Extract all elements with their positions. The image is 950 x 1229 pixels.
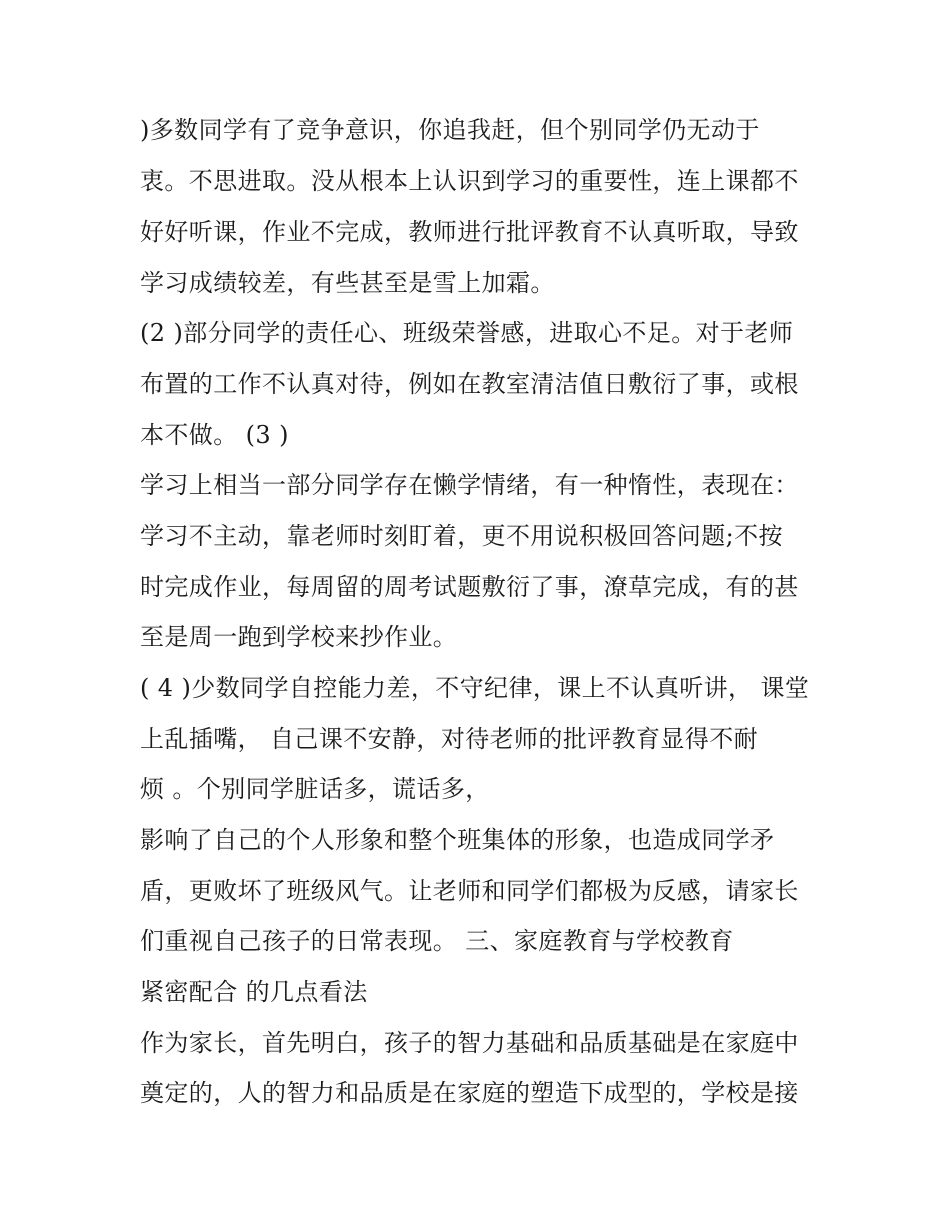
text-line: 衷。不思进取。没从根本上认识到学习的重要性，连上课都不 (140, 167, 799, 195)
text-line: )多数同学有了竞争意识，你追我赶，但个别同学仍无动于 (140, 116, 760, 144)
text-line: 学习成绩较差，有些甚至是雪上加霜。 (140, 269, 555, 297)
text-line: 奠定的，人的智力和品质是在家庭的塑造下成型的，学校是接 (140, 1079, 799, 1107)
text-line: 时完成作业，每周留的周考试题敷衍了事，潦草完成，有的甚 (140, 573, 799, 601)
text-line: 影响了自己的个人形象和整个班集体的形象，也造成同学矛 (140, 826, 775, 854)
text-line: 紧密配合 的几点看法 (140, 978, 368, 1006)
text-line: 盾，更败坏了班级风气。让老师和同学们都极为反感，请家长 (140, 877, 799, 905)
text-line: 布置的工作不认真对待，例如在教室清洁值日敷衍了事，或根 (140, 370, 799, 398)
text-line: 上乱插嘴， 自己课不安静，对待老师的批评教育显得不耐 (140, 725, 759, 753)
text-line: 好好听课，作业不完成，教师进行批评教育不认真听取，导致 (140, 218, 799, 246)
text-line: (2 )部分同学的责任心、班级荣誉感，进取心不足。对于老师 (140, 319, 794, 347)
text-line: 本不做。 (3 ) (140, 421, 289, 449)
text-line: 学习上相当一部分同学存在懒学情绪，有一种惰性，表现在： (140, 471, 799, 499)
text-line: 们重视自己孩子的日常表现。 三、家庭教育与学校教育 (140, 927, 734, 955)
text-line: 作为家长，首先明白，孩子的智力基础和品质基础是在家庭中 (140, 1029, 799, 1057)
text-line: 至是周一跑到学校来抄作业。 (140, 623, 458, 651)
text-line: ( 4 )少数同学自控能力差，不守纪律，课上不认真听讲， 课堂 (140, 674, 810, 702)
text-line: 烦 。个别同学脏话多，谎话多， (140, 775, 490, 803)
text-line: 学习不主动，靠老师时刻盯着，更不用说积极回答问题;不按 (140, 522, 783, 550)
